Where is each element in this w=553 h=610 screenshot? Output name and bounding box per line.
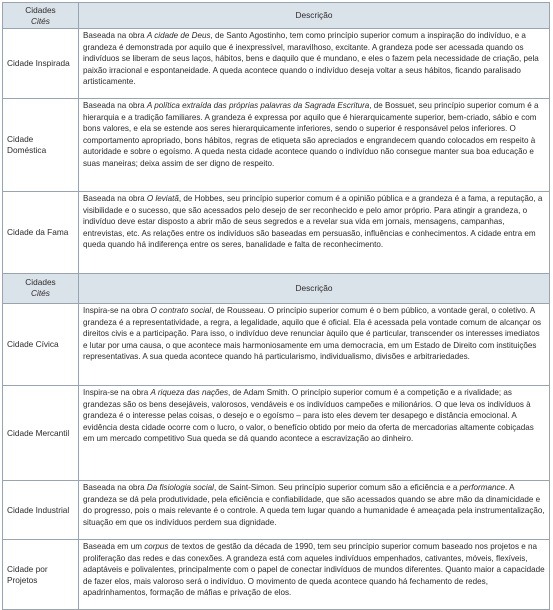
desc-text: Baseada em um (83, 542, 145, 551)
header-cities-main: Cidades (25, 5, 56, 15)
row-category: Cidade Mercantil (3, 386, 79, 480)
header-description: Descrição (295, 282, 333, 293)
desc-text: , de Saint-Simon. Seu princípio superior comum são a eficiência e a (213, 483, 460, 492)
desc-text: , de Hobbes, seu princípio superior comum é a opinião pública e a grandeza é a fama, a reputação, a visibilidade e o sucesso, que são acessados pelo desejo de ser reconhecido e pelo amor próprio. Para atingir a grandeza, o indivíduo deve estar disposto a abrir mão de seus segredos e a revelar sua vida em jornais, mensagens, campanhas, entrevistas, etc. As relações entre os indivíduos são baseadas em persuasão, influências e conhecimentos. A cidade entra em queda quando há indiferença entre os seres, banalidade e falta de reconhecimento. (83, 194, 543, 250)
header-cities-main: Cidades (25, 277, 56, 287)
row-category: Cidade Doméstica (3, 99, 79, 191)
desc-text: Baseada na obra (83, 194, 147, 203)
row-description (79, 386, 549, 480)
desc-text: Baseada na obra (83, 101, 147, 110)
table-row (2, 481, 550, 540)
table-row (2, 304, 550, 386)
row-category: Cidade por Projetos (3, 540, 79, 609)
row-description (79, 540, 549, 609)
work-title: Da fisiologia social (146, 483, 214, 492)
table-row (2, 192, 550, 274)
header-cities-sub: Cités (31, 287, 50, 298)
row-description (79, 481, 549, 539)
work-title: performance (459, 483, 506, 492)
desc-text: , de Rousseau. O princípio superior comum é o bem público, a vontade geral, o coletivo. A grandeza é a representatividade, a regra, a legalidade, aquilo que é oficial. Ela é acessada pela vontade comum de alcançar os direitos civis e a participação. Para isso, o indivíduo deve renunciar àquilo que é particular, transcender os interesses imediatos e lutar por uma causa, o que acontece mais harmoniosamente em uma democracia, em um Estado de Direito com instituições representativas. A sua queda acontece quando há particularismo, individualismo, divisões e arbitrariedades. (83, 306, 542, 362)
table-row (2, 29, 550, 99)
desc-text: , de Santo Agostinho, tem como princípio superior comum a inspiração do indivíduo, e a grandeza é demonstrada por aquilo que é inexpressível, maravilhoso, excitante. A grandeza pode ser acessada quando os indivíduos se liberam de seus laços, hábitos, bens e daquilo que é mundano, e eles o fazem pela necessidade de criação, pela paixão irracional e espontaneidade. A queda acontece quando o indivíduo deseja voltar a seus hábitos, ficando paralisado artisticamente. (83, 31, 539, 87)
row-description (79, 29, 549, 98)
work-title: A cidade de Deus (146, 31, 211, 40)
header-cities-sub: Cités (31, 15, 50, 26)
row-category: Cidade Industrial (3, 481, 79, 539)
desc-text: de textos de gestão da década de 1990, tem seu princípio superior comum baseado nos projetos e na proliferação das redes e das conexões. A grandeza está com aqueles indivíduos empenhados, cativantes, móveis, flexíveis, adaptáveis e polivalentes, principalmente com o papel de conectar indivíduos de mundos diferentes. Quanto maior a capacidade de fazer elos, mais valoroso será o indivíduo. O movimento de queda acontece quando há fechamento de redes, apadrinhamentos, formação de máfias e privação de elos. (83, 542, 545, 598)
row-category: Cidade Cívica (3, 304, 79, 385)
row-description (79, 99, 549, 191)
work-title: A política extraída das próprias palavras da Sagrada Escritura (146, 101, 370, 110)
header-cities (3, 3, 79, 28)
desc-text: , de Bossuet, seu princípio superior comum é a hierarquia e a tradição familiares. A grandeza é expressa por aquilo que é hierarquicamente superior, bem-criado, sábio e com bons valores, e ela se estende aos seres hierarquicamente inferiores, sendo o superior é responsável pelos inferiores. O comportamento apropriado, bons hábitos, regras de etiqueta são apreciados e engrandecem quando colocados em respeito à autoridade e sobre o egoísmo. A queda nesta cidade acontece quando o indivíduo não consegue manter sua boa educação e suas maneiras; deixa assim de ser digno de respeito. (83, 101, 539, 168)
table-row (2, 540, 550, 610)
desc-text: , de Adam Smith. O princípio superior comum é a competição e a rivalidade; as grandezas são os bens desejáveis, valorosos, vendáveis e os indivíduos campeões e milionários. O que leva os indivíduos à grandeza é o interesse pelas coisas, o desejo e o egoísmo – para isto eles devem ter desapego e distância emocional. A evidência desta cidade ocorre com o lucro, o valor, o benefício obtido por meio da oferta de mercadorias altamente cobiçadas em um mercado competitivo Sua queda se dá quando acontece a escravização ao dinheiro. (83, 388, 534, 444)
desc-text: Inspira-se na obra (83, 306, 151, 315)
header-cities (3, 274, 79, 303)
desc-text: Inspira-se na obra (83, 388, 151, 397)
work-title: A riqueza das nações (150, 388, 229, 397)
work-title: corpus (144, 542, 169, 551)
desc-text: Baseada na obra (83, 31, 147, 40)
desc-text: . A grandeza se dá pela produtividade, pela eficiência e confiabilidade, que são acessados quando se abre mão da dinamicidade e do progresso, pois o mais relevante é o controle. A queda tem lugar quando a humanidade é ameaçada pela instrumentalização, situação em que os indivíduos perdem sua dignidade. (83, 483, 545, 527)
table-row (2, 99, 550, 192)
row-description (79, 304, 549, 385)
row-category: Cidade Inspirada (3, 29, 79, 98)
work-title: O leviatã (146, 194, 179, 203)
header-description: Descrição (295, 9, 333, 20)
row-description (79, 192, 549, 273)
cities-table (2, 2, 550, 610)
table-row (2, 386, 550, 481)
row-category: Cidade da Fama (3, 192, 79, 273)
work-title: O contrato social (150, 306, 212, 315)
desc-text: Baseada na obra (83, 483, 147, 492)
table-header-row (2, 2, 550, 29)
table-header-row (2, 274, 550, 304)
